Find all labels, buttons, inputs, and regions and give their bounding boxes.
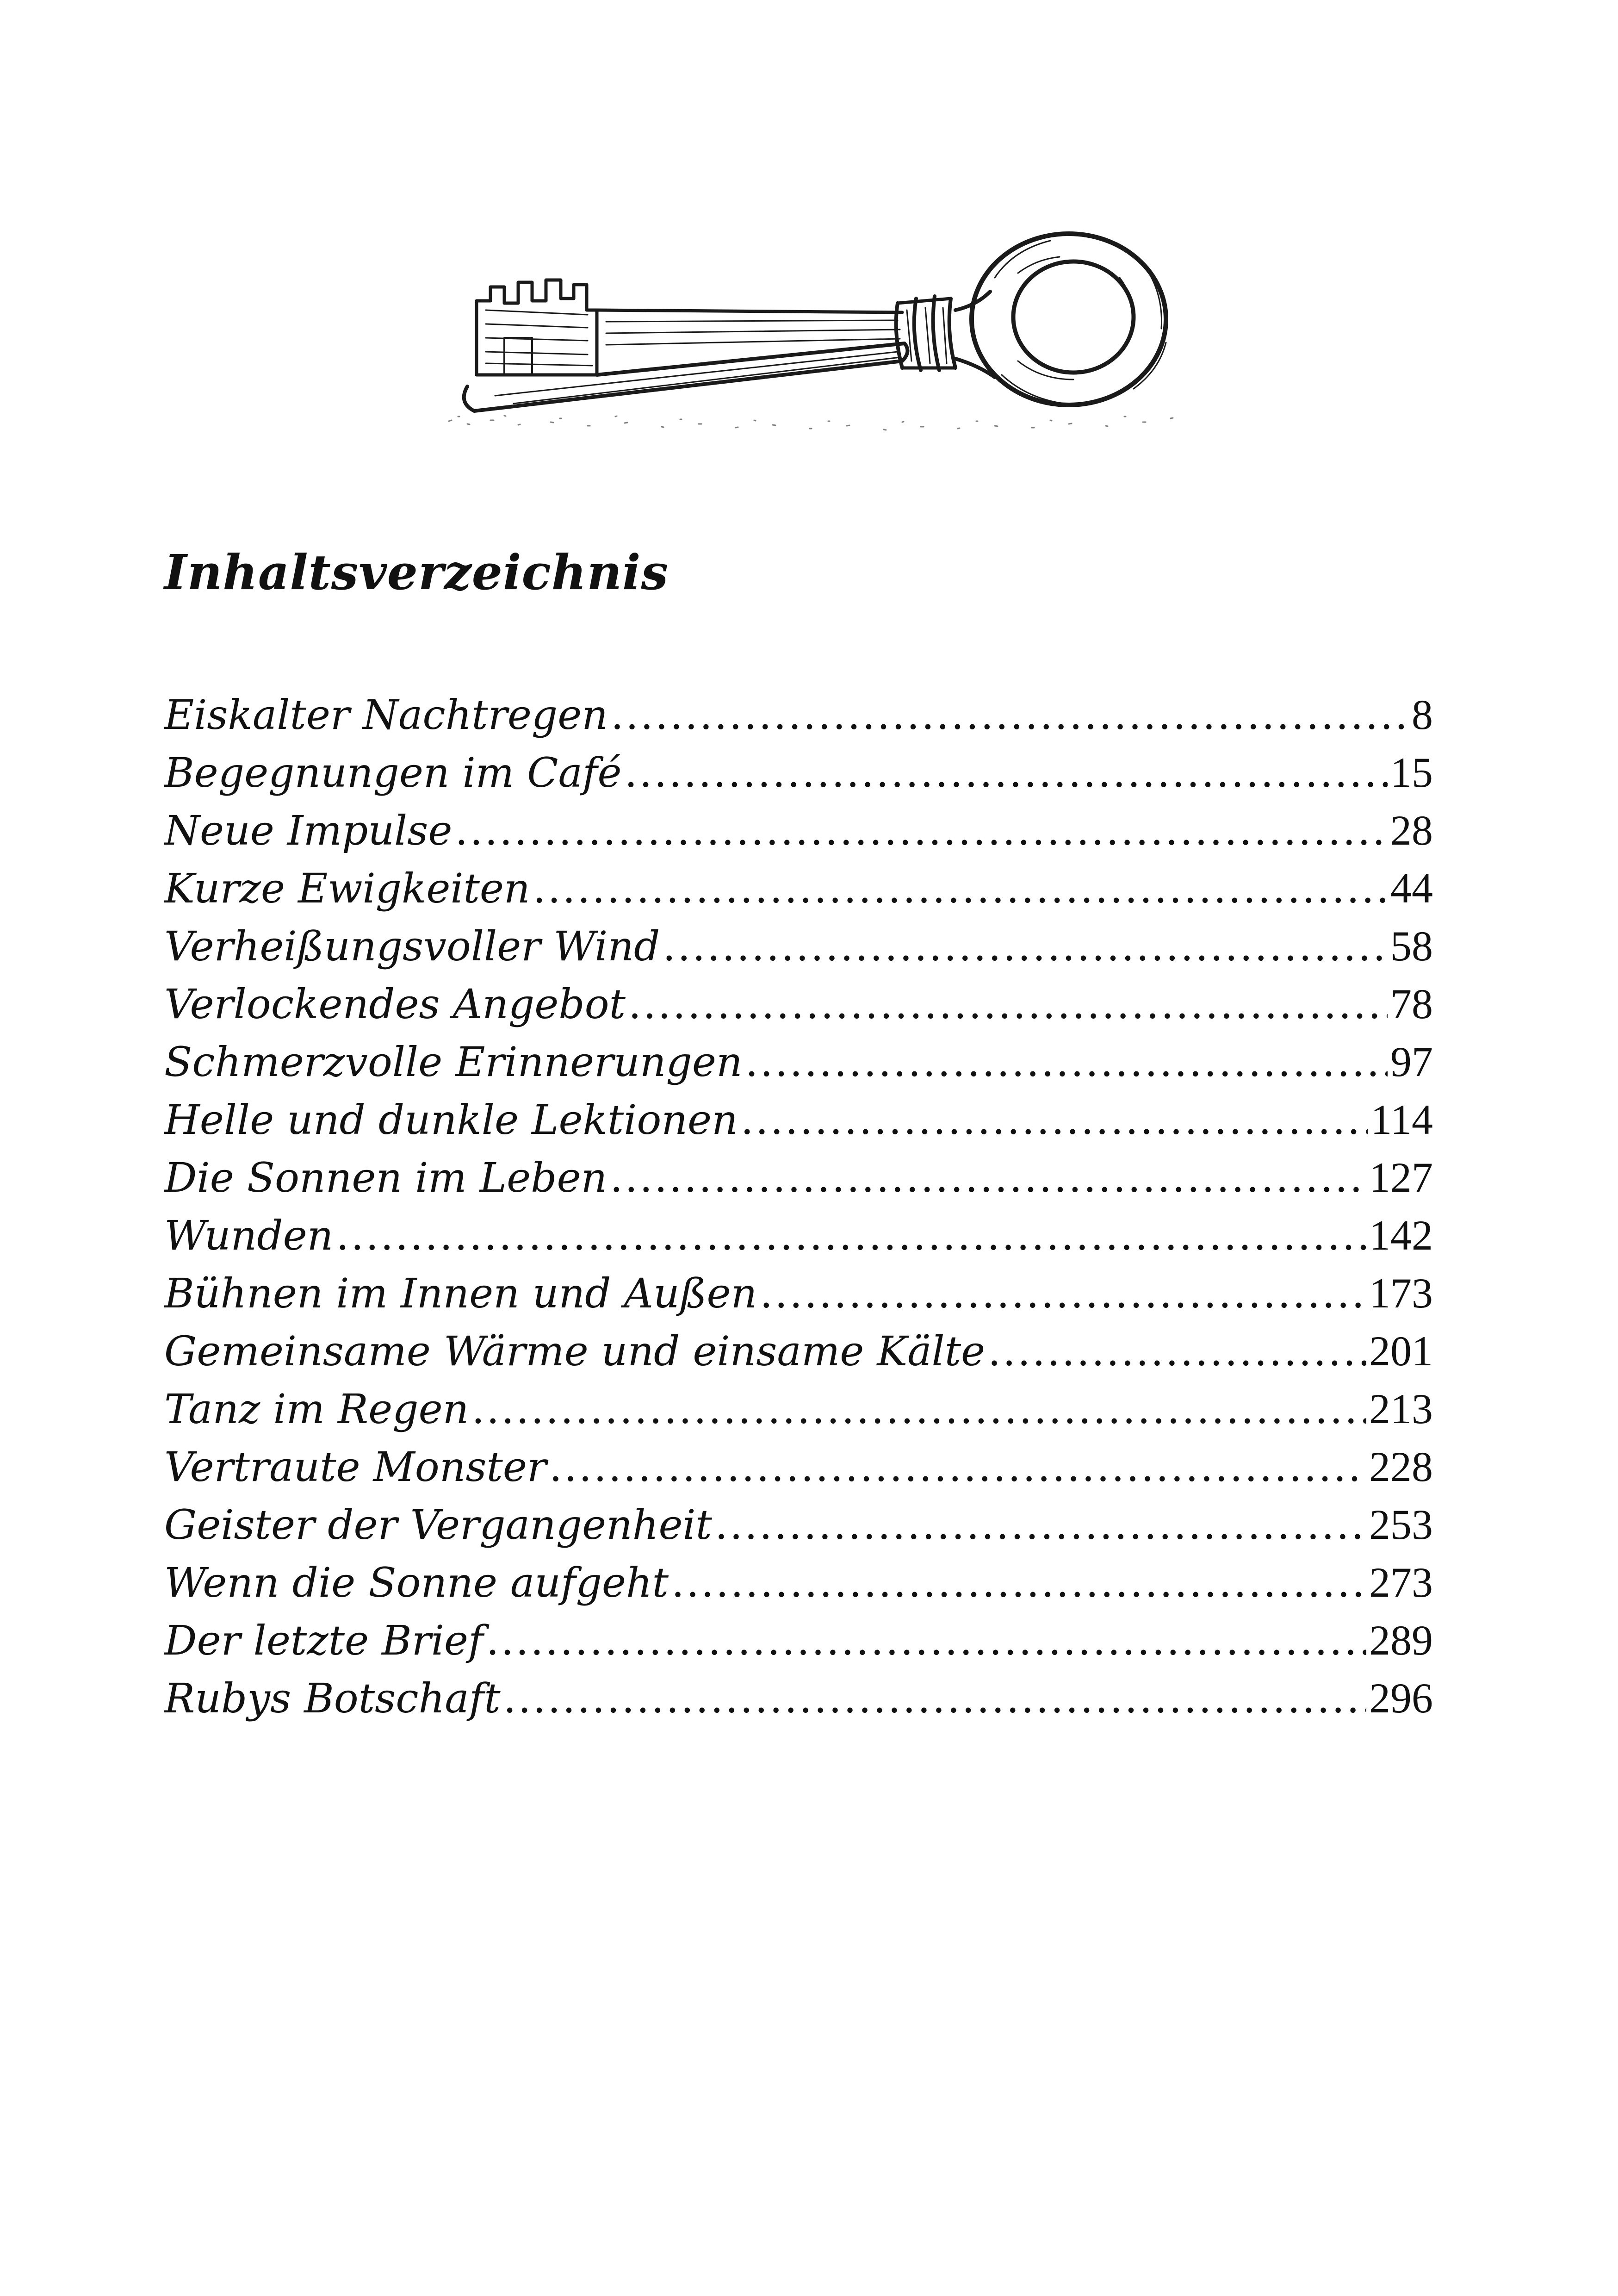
toc-entry-page: 78 <box>1390 980 1433 1027</box>
toc-entry-title: Die Sonnen im Leben <box>164 1154 608 1201</box>
toc-dot-leader <box>663 917 1388 975</box>
toc-entry[interactable] <box>164 1669 1433 1727</box>
toc-dot-leader <box>549 1438 1366 1496</box>
antique-key-icon <box>440 222 1189 435</box>
toc-entry-title: Eiskalter Nachtregen <box>164 691 608 739</box>
toc-dot-leader <box>671 1554 1366 1612</box>
toc-entry[interactable] <box>164 1322 1433 1380</box>
toc-entry[interactable] <box>164 1496 1433 1554</box>
toc-dot-leader <box>471 1380 1366 1438</box>
toc-dot-leader <box>628 975 1388 1033</box>
toc-dot-leader <box>486 1612 1366 1669</box>
toc-entry-title: Kurze Ewigkeiten <box>164 865 530 912</box>
toc-entry-page: 273 <box>1369 1559 1433 1606</box>
toc-entry-page: 142 <box>1369 1212 1433 1259</box>
toc-entry-title: Schmerzvolle Erinnerungen <box>164 1038 743 1086</box>
toc-entry-page: 58 <box>1390 922 1433 970</box>
toc-dot-leader <box>625 744 1388 802</box>
toc-entry-title: Verheißungsvoller Wind <box>164 922 660 970</box>
toc-entry-title: Vertraute Monster <box>164 1443 547 1491</box>
toc-entry-page: 173 <box>1369 1269 1433 1317</box>
toc-entry-page: 228 <box>1369 1443 1433 1490</box>
toc-entry[interactable] <box>164 1149 1433 1207</box>
toc-entry-title: Begegnungen im Café <box>164 749 622 796</box>
toc-entry-page: 114 <box>1370 1096 1433 1143</box>
toc-entry[interactable] <box>164 744 1433 802</box>
toc-dot-leader <box>611 686 1409 744</box>
toc-entry[interactable] <box>164 1091 1433 1149</box>
toc-entry-title: Verlockendes Angebot <box>164 980 626 1028</box>
toc-dot-leader <box>503 1669 1366 1727</box>
toc-entry-title: Neue Impulse <box>164 807 453 854</box>
toc-entry[interactable] <box>164 859 1433 917</box>
page-title: Inhaltsverzeichnis <box>164 544 669 601</box>
toc-entry[interactable] <box>164 686 1433 744</box>
toc-dot-leader <box>745 1033 1388 1091</box>
toc-dot-leader <box>715 1496 1366 1554</box>
table-of-contents <box>164 686 1433 1727</box>
toc-entry[interactable] <box>164 1380 1433 1438</box>
toc-entry[interactable] <box>164 1033 1433 1091</box>
toc-entry[interactable] <box>164 1207 1433 1264</box>
toc-dot-leader <box>455 802 1388 859</box>
toc-entry-page: 28 <box>1390 807 1433 854</box>
toc-entry-title: Rubys Botschaft <box>164 1674 501 1722</box>
toc-dot-leader <box>336 1207 1366 1264</box>
toc-entry-page: 8 <box>1412 691 1433 738</box>
toc-entry-page: 213 <box>1369 1385 1433 1432</box>
toc-entry-title: Wunden <box>164 1212 334 1259</box>
toc-entry-title: Wenn die Sonne aufgeht <box>164 1559 669 1606</box>
toc-entry-title: Bühnen im Innen und Außen <box>164 1269 757 1317</box>
toc-entry[interactable] <box>164 975 1433 1033</box>
toc-entry-page: 253 <box>1369 1501 1433 1548</box>
toc-entry[interactable] <box>164 802 1433 859</box>
toc-entry-title: Gemeinsame Wärme und einsame Kälte <box>164 1327 986 1375</box>
toc-entry[interactable] <box>164 1612 1433 1669</box>
toc-dot-leader <box>988 1322 1366 1380</box>
toc-entry-page: 15 <box>1390 749 1433 796</box>
toc-entry-page: 289 <box>1369 1617 1433 1664</box>
toc-entry[interactable] <box>164 1264 1433 1322</box>
toc-dot-leader <box>741 1091 1368 1149</box>
toc-entry-title: Helle und dunkle Lektionen <box>164 1096 738 1144</box>
toc-entry-page: 44 <box>1390 865 1433 912</box>
toc-entry[interactable] <box>164 1554 1433 1612</box>
toc-entry-page: 127 <box>1369 1154 1433 1201</box>
toc-entry-page: 97 <box>1390 1038 1433 1085</box>
toc-dot-leader <box>533 859 1388 917</box>
toc-dot-leader <box>760 1264 1366 1322</box>
toc-entry-title: Geister der Vergangenheit <box>164 1501 713 1549</box>
toc-entry-title: Tanz im Regen <box>164 1385 469 1433</box>
toc-entry-page: 296 <box>1369 1674 1433 1722</box>
toc-entry[interactable] <box>164 917 1433 975</box>
toc-entry-title: Der letzte Brief <box>164 1617 484 1664</box>
toc-entry-page: 201 <box>1369 1327 1433 1375</box>
toc-dot-leader <box>610 1149 1366 1207</box>
toc-entry[interactable] <box>164 1438 1433 1496</box>
